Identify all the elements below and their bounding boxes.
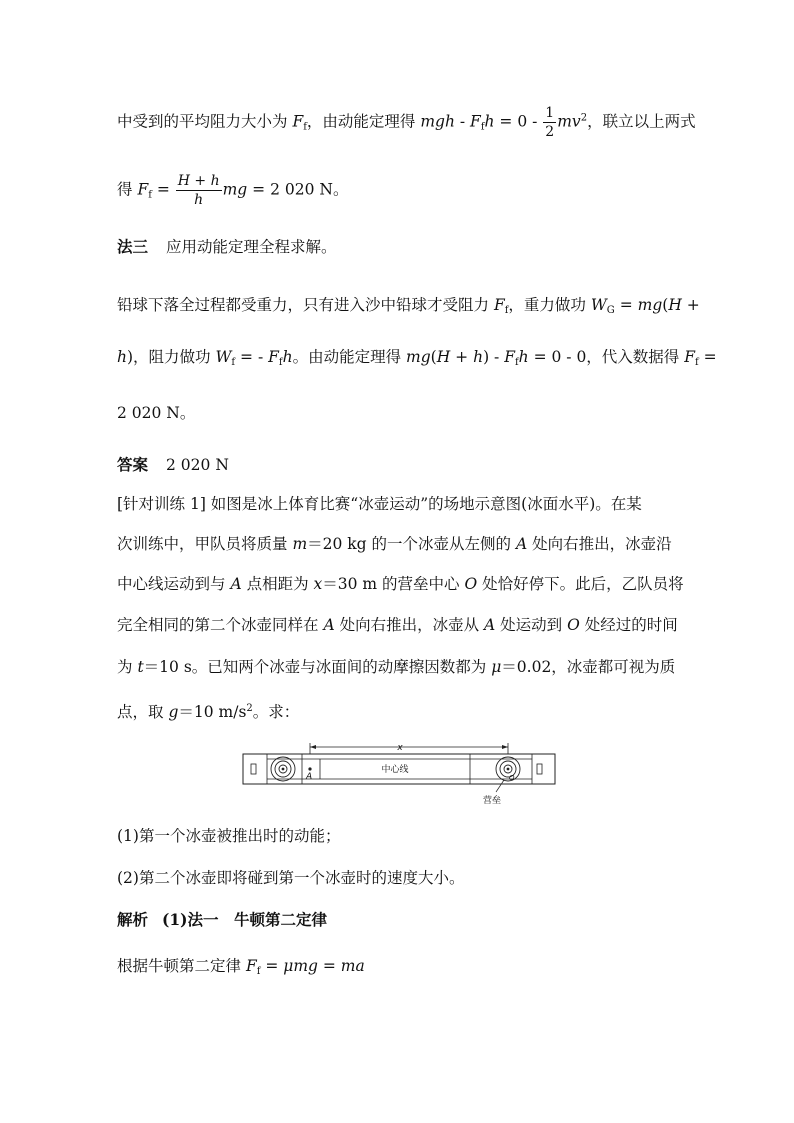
fraction-one-half: $\frac{1}{2}$	[545, 105, 555, 140]
answer-line	[117, 454, 229, 476]
point-o-label: O	[509, 774, 515, 782]
solution-line-1: 根据牛顿第二定律 $F_f = \mu mg$ = ma	[117, 957, 365, 977]
question-2: (2)第二个冰壶即将碰到第一个冰壶时的速度大小。	[117, 869, 465, 887]
problem-line-2: 次训练中，甲队员将质量 m＝20 kg 的一个冰壶从左侧的 A 处向右推出，冰壶沿	[117, 535, 672, 553]
hack-left	[251, 764, 256, 774]
camp-leader-line	[496, 780, 504, 792]
question-1: (1)第一个冰壶被推出时的动能；	[117, 827, 341, 845]
center-line-label: 中心线	[381, 765, 409, 775]
point-a-label: A	[306, 772, 313, 782]
answer-label: 答案	[117, 455, 149, 474]
derivation-line-4: 铅球下落全过程都受重力，只有进入沙中铅球才受阻力 $F_f$，重力做功 $W_G = mg(H$ +	[117, 296, 700, 316]
problem-line-4: 完全相同的第二个冰壶同样在 A 处向右推出，冰壶从 A 处运动到 O 处经过的时间	[117, 616, 678, 634]
solution-label: 解析	[117, 910, 149, 929]
answer-value: 2 020 N	[166, 456, 229, 474]
hack-right	[537, 764, 542, 774]
fraction-h-ratio: $\frac{H + h}{h}$	[177, 173, 220, 208]
distance-x-label: x	[397, 743, 403, 753]
problem-line-1: [针对训练 1] 如图是冰上体育比赛“冰壶运动”的场地示意图(冰面水平)。在某	[117, 495, 642, 513]
house-right	[496, 757, 520, 781]
curling-rink-figure	[240, 740, 560, 810]
camp-label: 营垒	[482, 796, 502, 806]
solution-heading: 解析 (1)法一 牛顿第二定律	[117, 910, 327, 929]
problem-line-3: 中心线运动到与 A 点相距为 x＝30 m 的营垒中心 O 处恰好停下。此后，乙队员将	[117, 575, 684, 593]
dimension-arrow-left	[310, 745, 316, 749]
derivation-line-1: 中受到的平均阻力大小为 $F_f$，由动能定理得 mgh - $F_fh = 0$ - $\frac{1}{2}$ $mv^2$，联立以上两式	[117, 105, 696, 140]
dimension-arrow-right	[502, 745, 508, 749]
derivation-line-2: 得 $F_f$ = $\frac{H + h}{h}$ mg = 2 020 N。	[117, 173, 349, 208]
point-a-dot	[308, 767, 311, 770]
derivation-line-5: h)，阻力做功 $W_f$ = - $F_fh$。由动能定理得 $mg(H + h) - F_fh = 0 - 0$，代入数据得 $F_f$ =	[117, 348, 717, 368]
method-three-heading: 法三 应用动能定理全程求解。	[117, 237, 337, 256]
problem-line-5: 为 t＝10 s。已知两个冰壶与冰面间的动摩擦因数都为 μ＝0.02，冰壶都可视为质	[117, 658, 676, 676]
derivation-line-6: 2 020 N。	[117, 404, 196, 422]
house-left	[271, 757, 295, 781]
problem-line-6: 点，取 g＝10 $m/s^2$。求：	[117, 703, 300, 721]
